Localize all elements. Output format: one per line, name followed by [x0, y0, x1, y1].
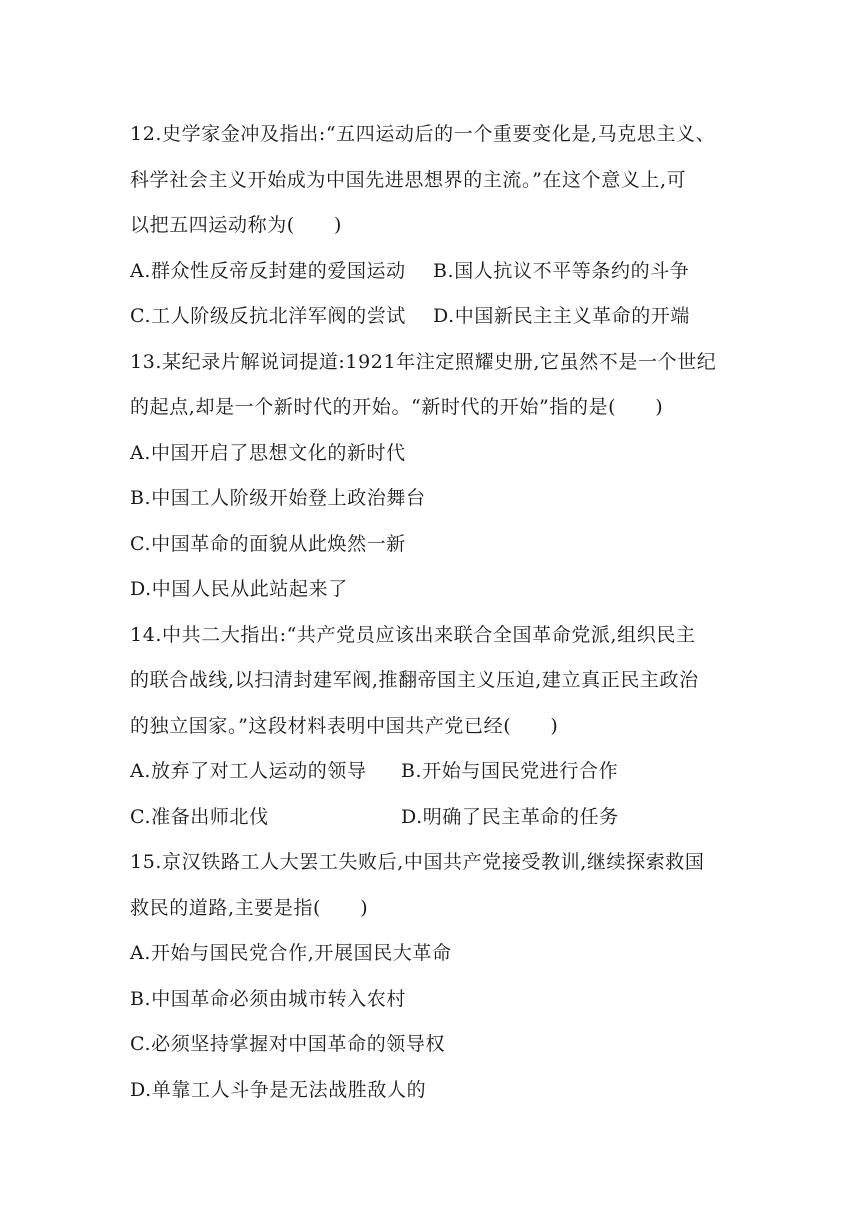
question-14-options-row-2 — [130, 795, 730, 841]
question-13-option-c[interactable]: C.中国革命的面貌从此焕然一新 — [130, 532, 406, 555]
question-15-option-c[interactable]: C.必须坚持掌握对中国革命的领导权 — [130, 1033, 446, 1055]
question-12-stem-line-2: 科学社会主义开始成为中国先进思想界的主流。”在这个意义上,可 — [130, 168, 687, 191]
question-14-option-a[interactable]: A.放弃了对工人运动的领导 — [130, 760, 367, 782]
question-14-stem-line-1: 14.中共二大指出:“共产党员应该出来联合全国革命党派,组织民主 — [130, 623, 696, 646]
question-15-option-d[interactable]: D.单靠工人斗争是无法战胜敌人的 — [130, 1078, 427, 1101]
question-14-option-d[interactable]: D.明确了民主革命的任务 — [401, 805, 619, 828]
question-14-options-row-1 — [130, 749, 730, 795]
question-14-option-c[interactable]: C.准备出师北伐 — [130, 805, 269, 828]
question-15-stem-line-2: 救民的道路,主要是指( ) — [130, 896, 369, 919]
question-15 — [130, 840, 730, 1113]
question-13-option-b[interactable]: B.中国工人阶级开始登上政治舞台 — [130, 487, 426, 509]
question-14-option-b[interactable]: B.开始与国民党进行合作 — [401, 760, 619, 782]
question-12-option-c[interactable]: C.工人阶级反抗北洋军阀的尝试 — [130, 305, 406, 327]
question-13-option-d[interactable]: D.中国人民从此站起来了 — [130, 578, 348, 600]
question-12-option-d[interactable]: D.中国新民主主义革命的开端 — [433, 305, 690, 327]
question-13-option-a[interactable]: A.中国开启了思想文化的新时代 — [130, 441, 406, 464]
question-15-option-a[interactable]: A.开始与国民党合作,开展国民大革命 — [130, 942, 452, 964]
question-12-stem-line-3: 以把五四运动称为( ) — [130, 214, 343, 236]
question-12 — [130, 112, 730, 340]
question-12-option-a[interactable]: A.群众性反帝反封建的爱国运动 — [130, 259, 406, 282]
question-12-option-b[interactable]: B.国人抗议不平等条约的斗争 — [433, 259, 690, 282]
question-14-stem-line-2: 的联合战线,以扫清封建军阀,推翻帝国主义压迫,建立真正民主政治 — [130, 669, 699, 691]
question-12-options-row-1 — [130, 249, 730, 295]
question-14-stem-line-3: 的独立国家。”这段材料表明中国共产党已经( ) — [130, 714, 559, 737]
question-14 — [130, 613, 730, 841]
question-13 — [130, 340, 730, 613]
question-15-stem-line-1: 15.京汉铁路工人大罢工失败后,中国共产党接受教训,继续探索救国 — [130, 851, 705, 873]
question-12-stem-line-1: 12.史学家金冲及指出:“五四运动后的一个重要变化是,马克思主义、 — [130, 123, 716, 145]
question-13-stem-line-2: 的起点,却是一个新时代的开始。“新时代的开始”指的是( ) — [130, 396, 664, 418]
question-13-stem-line-1: 13.某纪录片解说词提道:1921年注定照耀史册,它虽然不是一个世纪 — [130, 350, 717, 373]
question-sheet — [130, 112, 730, 1113]
question-12-options-row-2 — [130, 294, 730, 340]
question-15-option-b[interactable]: B.中国革命必须由城市转入农村 — [130, 987, 407, 1010]
